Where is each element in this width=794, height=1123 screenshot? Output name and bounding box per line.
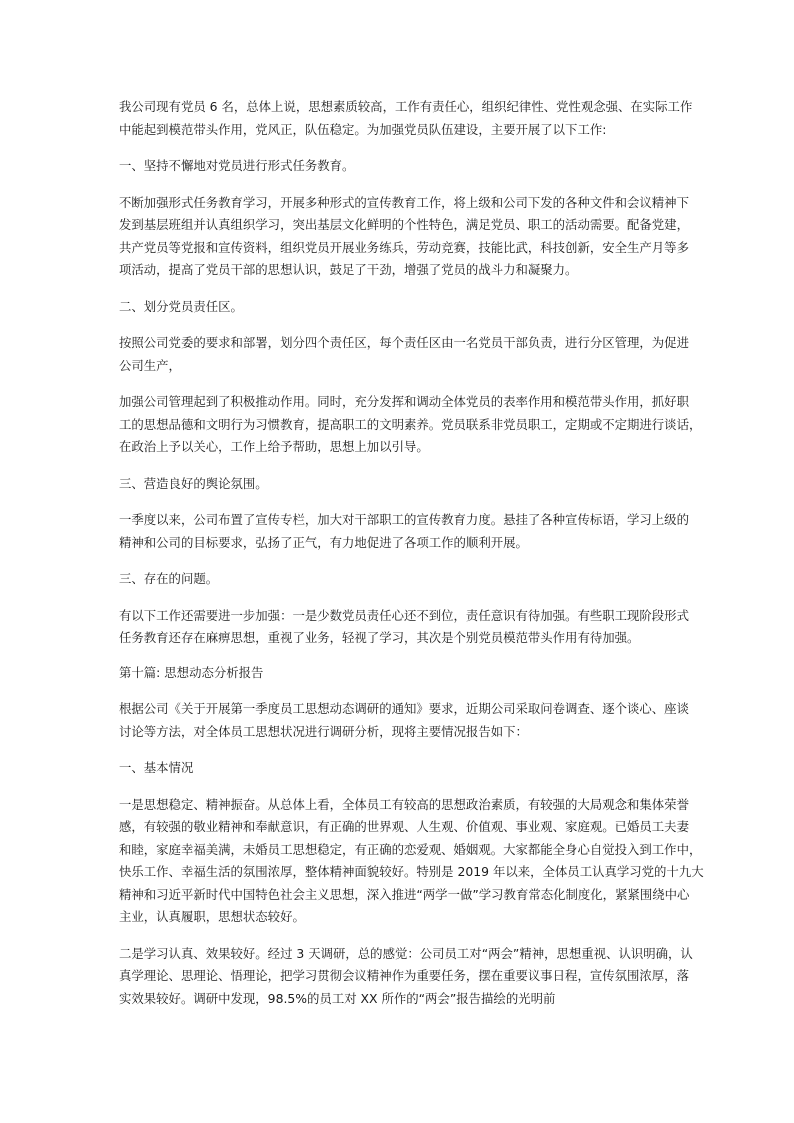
text-line: 公司生产， — [119, 357, 181, 373]
paragraph-atmosphere — [119, 509, 689, 554]
document-page — [119, 96, 704, 1010]
text-line: 二是学习认真、效果较好。经过 3 天调研，总的感觉：公司员工对“两会”精神，思想重视、认识明确，认 — [119, 945, 693, 961]
text-line: 加强公司管理起到了积极推动作用。同时，充分发挥和调动全体党员的表率作用和模范带头作用，抓好职 — [119, 394, 689, 409]
text-line: 第十篇: 思想动态分析报告 — [119, 664, 264, 680]
paragraph-intro — [119, 96, 693, 141]
text-line: 我公司现有党员 6 名，总体上说，思想素质较高，工作有责任心，组织纪律性、党性观念强、在实际工作 — [119, 99, 693, 114]
text-line: 任务教育还存在麻痹思想，重视了业务，轻视了学习，其次是个别党员模范带头作用有待加强。 — [119, 630, 640, 645]
text-line: 一、坚持不懈地对党员进行形式任务教育。 — [119, 158, 355, 173]
text-line: 一季度以来，公司布置了宣传专栏，加大对干部职工的宣传教育力度。悬挂了各种宣传标语，学习上级的 — [119, 512, 689, 527]
text-line: 讨论等方法，对全体员工思想状况进行调研分析，现将主要情况报告如下： — [119, 723, 528, 739]
paragraph-study — [119, 943, 693, 1011]
text-line: 精神和习近平新时代中国特色社会主义思想，深入推进“两学一做”学习教育常态化制度化，紧紧围绕中心 — [119, 886, 690, 902]
text-line: 工的思想品德和文明行为习惯教育，提高职工的文明素养。党员联系非党员职工，定期或不定期进行谈话， — [119, 416, 702, 432]
text-line: 快乐工作、幸福生活的氛围浓厚，整体精神面貌较好。特别是 2019 年以来，全体员工认真学习党的十九大 — [119, 864, 704, 879]
text-line: 一是思想稳定、精神振奋。从总体上看，全体员工有较高的思想政治素质，有较强的大局观念和集体荣誉 — [119, 796, 689, 812]
text-line: 中能起到模范带头作用，党风正，队伍稳定。为加强党员队伍建设，主要开展了以下工作: — [119, 121, 607, 137]
section-heading — [119, 757, 675, 780]
section-heading — [119, 568, 675, 591]
text-line: 在政治上予以关心，工作上给予帮助，思想上加以引导。 — [119, 439, 429, 454]
paragraph-report-intro — [119, 698, 689, 743]
text-line: 三、存在的问题。 — [119, 571, 219, 586]
section-heading — [119, 296, 675, 319]
paragraph-problems — [119, 605, 689, 650]
section-heading — [119, 473, 675, 496]
text-line: 二、划分党员责任区。 — [119, 298, 243, 314]
section-heading — [119, 155, 675, 178]
text-line: 主业，认真履职，思想状态较好。 — [119, 909, 305, 924]
text-line: 根据公司《关于开展第一季度员工思想动态调研的通知》要求，近期公司采取问卷调查、逐个谈心、座谈 — [119, 701, 689, 716]
paragraph-education — [119, 192, 689, 282]
text-line: 有以下工作还需要进一步加强：一是少数党员责任心还不到位，责任意识有待加强。有些职工现阶段形式 — [119, 607, 689, 623]
text-line: 感，有较强的敬业精神和奉献意识，有正确的世界观、人生观、价值观、事业观、家庭观。已婚员工夫妻 — [119, 819, 689, 834]
text-line: 发到基层班组并认真组织学习，突出基层文化鲜明的个性特色，满足党员、职工的活动需要。配备党建， — [119, 217, 689, 232]
text-line: 不断加强形式任务教育学习，开展多种形式的宣传教育工作，将上级和公司下发的各种文件和会议精神下 — [119, 194, 689, 210]
paragraph-responsibility — [119, 332, 689, 377]
text-line: 三、营造良好的舆论氛围。 — [119, 475, 268, 491]
text-line: 按照公司党委的要求和部署，划分四个责任区，每个责任区由一名党员干部负责，进行分区管理，为促进 — [119, 335, 689, 350]
text-line: 实效果较好。调研中发现，98.5%的员工对 XX 所作的“两会”报告描绘的光明前 — [119, 990, 556, 1006]
article-title — [119, 662, 675, 685]
text-line: 精神和公司的目标要求，弘扬了正气，有力地促进了各项工作的顺利开展。 — [119, 534, 528, 550]
text-line: 和睦，家庭幸福美满，未婚员工思想稳定，有正确的恋爱观、婚姻观。大家都能全身心自觉投入到工作中， — [119, 841, 702, 857]
paragraph-stability — [119, 794, 704, 929]
text-line: 项活动，提高了党员干部的思想认识，鼓足了干劲，增强了党员的战斗力和凝聚力。 — [119, 262, 578, 277]
text-line: 真学理论、思理论、悟理论，把学习贯彻会议精神作为重要任务，摆在重要议事日程，宣传氛围浓厚，落 — [119, 968, 689, 983]
text-line: 一、基本情况 — [119, 760, 194, 775]
text-line: 共产党员等党报和宣传资料，组织党员开展业务练兵，劳动竞赛，技能比武，科技创新，安全生产月等多 — [119, 239, 689, 255]
paragraph-management — [119, 391, 702, 459]
